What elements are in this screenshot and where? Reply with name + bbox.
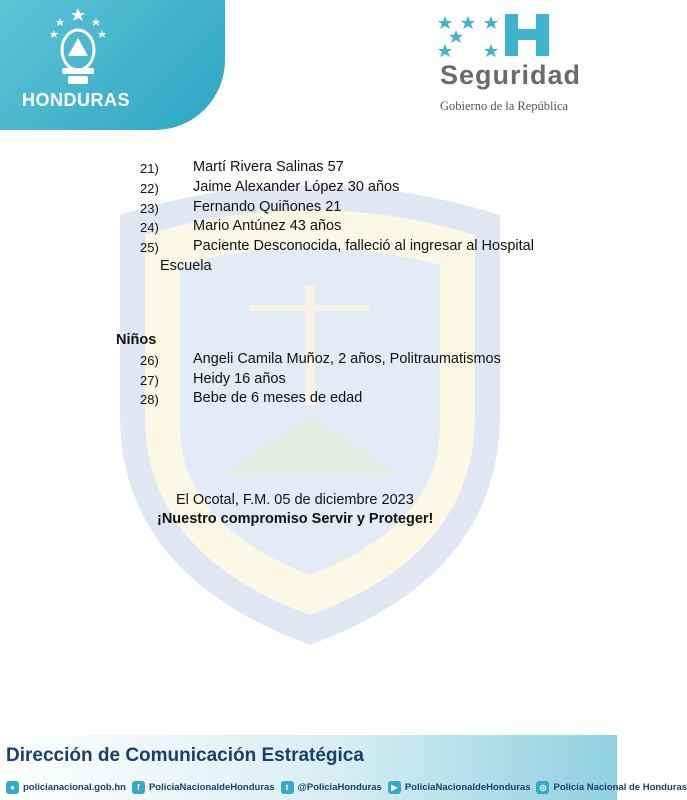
footer-link-website[interactable]	[6, 781, 126, 794]
footer-link-label: PoliciaNacionaldeHonduras	[148, 781, 275, 793]
list-item-text: Bebe de 6 meses de edad	[193, 390, 363, 406]
seguridad-h-logo	[505, 14, 549, 56]
footer	[0, 735, 687, 800]
brand-title: Seguridad	[440, 60, 582, 90]
footer-link-label: Policía Nacional de Honduras	[553, 781, 687, 793]
footer-link-label: PoliciaNacionaldeHonduras	[404, 781, 531, 793]
list-item-text: Martí Rivera Salinas 57	[193, 159, 344, 175]
youtube-icon: ▶	[388, 781, 401, 794]
list-item-number: 23)	[140, 201, 159, 216]
list-item-number: 27)	[140, 373, 159, 388]
footer-link-label: @PoliciaHonduras	[297, 781, 382, 793]
list-item-number: 22)	[140, 181, 159, 196]
list-item-text: Angeli Camila Muñoz, 2 años, Politraumatismos	[193, 351, 501, 367]
footer-links	[0, 776, 687, 798]
list-item-text: Heidy 16 años	[193, 371, 286, 387]
list-item-number: 28)	[140, 392, 159, 407]
list-item-continuation: Escuela	[160, 258, 212, 274]
list-item-number: 21)	[140, 161, 159, 176]
honduras-coat-of-arms-icon	[48, 8, 108, 86]
globe-icon: ●	[6, 781, 19, 794]
list-item-number: 26)	[140, 353, 159, 368]
list-item-number: 24)	[140, 220, 159, 235]
list-item-text: Fernando Quiñones 21	[193, 199, 342, 215]
footer-link-twitter[interactable]	[281, 781, 382, 794]
footer-title: Dirección de Comunicación Estratégica	[6, 745, 364, 766]
section-heading-children: Niños	[116, 332, 157, 348]
honduras-header-tab	[0, 0, 225, 130]
list-item-text: Jaime Alexander López 30 años	[193, 179, 400, 195]
motto: ¡Nuestro compromiso Servir y Proteger!	[157, 511, 434, 527]
place-date: El Ocotal, F.M. 05 de diciembre 2023	[176, 492, 414, 508]
stars-icon	[438, 16, 498, 58]
list-item-number: 25)	[140, 240, 159, 255]
footer-link-instagram[interactable]	[536, 781, 687, 794]
facebook-icon: f	[132, 781, 145, 794]
twitter-icon: t	[281, 781, 294, 794]
country-label: HONDURAS	[22, 90, 131, 110]
instagram-icon: ◎	[536, 781, 549, 794]
brand-subtitle: Gobierno de la República	[440, 99, 569, 113]
list-item-text: Paciente Desconocida, falleció al ingresar al Hospital	[193, 238, 534, 254]
list-item-text: Mario Antúnez 43 años	[193, 218, 342, 234]
footer-link-youtube[interactable]	[388, 781, 531, 794]
footer-link-facebook[interactable]	[132, 781, 275, 794]
footer-link-label: policianacional.gob.hn	[23, 781, 126, 793]
